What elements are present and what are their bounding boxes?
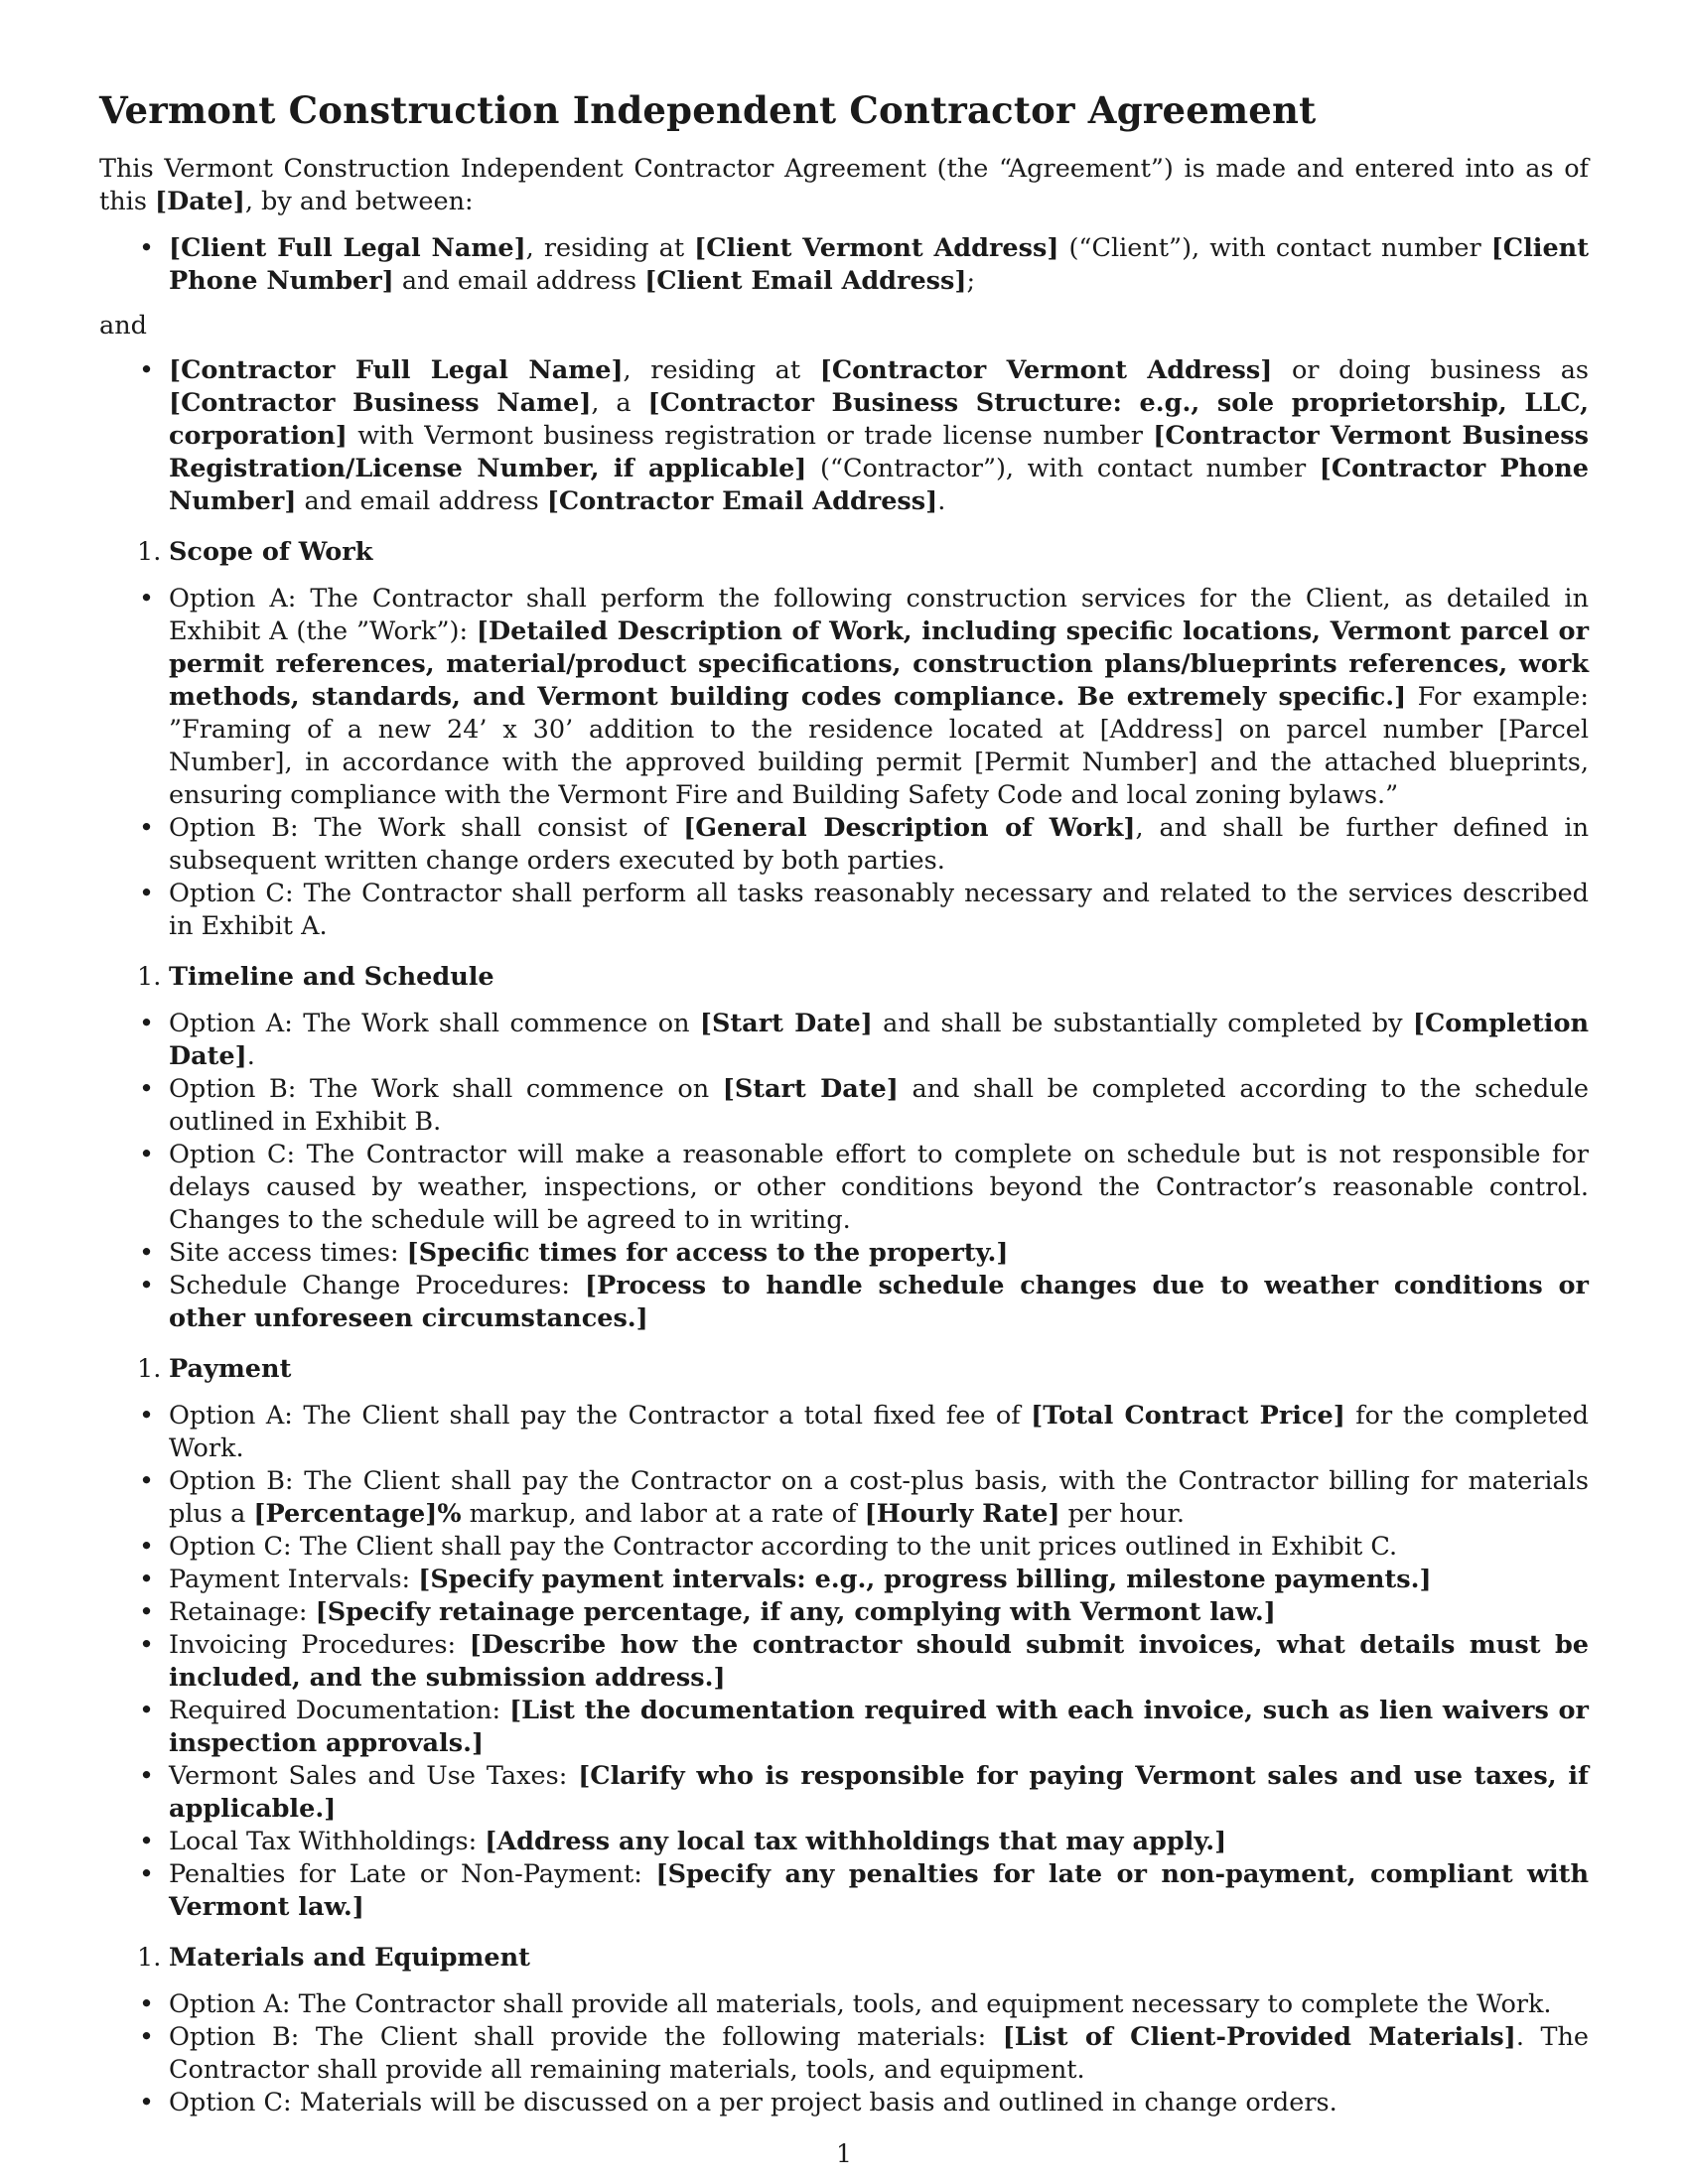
client-text-4: ; bbox=[966, 266, 976, 296]
section-number: 1. bbox=[137, 1943, 162, 1973]
option-text: for the completed Work. bbox=[169, 1401, 1589, 1463]
list-item bbox=[99, 1073, 1589, 1139]
intro-paragraph bbox=[99, 153, 1589, 218]
section-title: Payment bbox=[169, 1354, 292, 1384]
scope-options-list bbox=[99, 583, 1589, 943]
list-item bbox=[99, 1270, 1589, 1335]
contractor-email-field: [Contractor Email Address] bbox=[546, 486, 938, 516]
contractor-text-1: , residing at bbox=[623, 355, 820, 385]
payment-options-list bbox=[99, 1400, 1589, 1924]
list-item bbox=[99, 812, 1589, 878]
option-text: Option A: The Work shall commence on bbox=[169, 1009, 700, 1038]
option-text: per hour. bbox=[1059, 1499, 1186, 1529]
placeholder-field: [List of Client-Provided Materials] bbox=[1002, 2022, 1516, 2052]
client-email-field: [Client Email Address] bbox=[644, 266, 967, 296]
contractor-structure-field: [Contractor Business Structure: e.g., sole proprietorship, LLC, corporation] bbox=[169, 388, 1589, 451]
option-text: . bbox=[246, 1041, 255, 1071]
intro-tail: , by and between: bbox=[244, 187, 474, 216]
placeholder-field: [Start Date] bbox=[722, 1074, 899, 1104]
contractor-text-2: or doing business as bbox=[1272, 355, 1589, 385]
option-text: Invoicing Procedures: bbox=[169, 1630, 470, 1660]
option-text: Option A: The Contractor shall perform the following construction services for the Client, as detailed in Exhibit A (the ”Work”): bbox=[169, 584, 1589, 646]
placeholder-field: [Specific times for access to the property.] bbox=[406, 1238, 1009, 1268]
client-name-field: [Client Full Legal Name] bbox=[169, 233, 526, 263]
section-number: 1. bbox=[137, 962, 162, 992]
placeholder-field: [Clarify who is responsible for paying Vermont sales and use taxes, if applicable.] bbox=[169, 1761, 1590, 1824]
option-text: and shall be substantially completed by bbox=[872, 1009, 1413, 1038]
placeholder-field: [Describe how the contractor should submit invoices, what details must be included, and the submission address.] bbox=[169, 1630, 1589, 1693]
list-item bbox=[99, 1400, 1589, 1465]
contractor-business-name-field: [Contractor Business Name] bbox=[169, 388, 592, 418]
contractor-text-5: (“Contractor”), with contact number bbox=[806, 454, 1320, 483]
document-title: Vermont Construction Independent Contractor Agreement bbox=[99, 88, 1317, 132]
contractor-party-list bbox=[99, 354, 1589, 518]
contractor-party-item bbox=[99, 354, 1589, 518]
option-text: Vermont Sales and Use Taxes: bbox=[169, 1761, 579, 1791]
option-text: Local Tax Withholdings: bbox=[169, 1827, 486, 1856]
placeholder-field: [Address any local tax withholdings that may apply.] bbox=[485, 1827, 1227, 1856]
section-title: Materials and Equipment bbox=[169, 1943, 530, 1973]
placeholder-field: [Percentage]% bbox=[253, 1499, 462, 1529]
section-heading-materials bbox=[99, 1942, 1589, 1975]
placeholder-field: [Detailed Description of Work, including specific locations, Vermont parcel or permit references, material/product specifications, construction plans/blueprints references, work methods, standards, and Vermont building codes compliance. Be extremely specific.] bbox=[169, 616, 1589, 712]
option-text: Option B: The Work shall commence on bbox=[169, 1074, 723, 1104]
option-text: Option B: The Client shall pay the Contractor on a cost-plus basis, with the Contractor billing for materials plus a bbox=[169, 1466, 1589, 1529]
placeholder-field: [Process to handle schedule changes due to weather conditions or other unforeseen circumstances.] bbox=[169, 1271, 1589, 1333]
contractor-text-6: and email address bbox=[296, 486, 547, 516]
date-field: [Date] bbox=[155, 187, 245, 216]
client-text-3: and email address bbox=[393, 266, 645, 296]
list-item bbox=[99, 1237, 1589, 1270]
option-text: Penalties for Late or Non-Payment: bbox=[169, 1859, 656, 1889]
list-item bbox=[99, 1826, 1589, 1858]
contractor-text-3: , a bbox=[591, 388, 648, 418]
list-item bbox=[99, 1858, 1589, 1924]
list-item bbox=[99, 1596, 1589, 1629]
list-item bbox=[99, 1564, 1589, 1596]
materials-options-list bbox=[99, 1988, 1589, 2119]
contractor-license-field: [Contractor Vermont Business Registration/License Number, if applicable] bbox=[169, 421, 1589, 483]
list-item: • Option C: The Contractor will make a reasonable effort to complete on schedule but is not responsible for delays caused by weather, inspections, or other conditions beyond the Contractor’s reasonable control. Changes to the schedule will be agreed to in writing. bbox=[99, 1139, 1589, 1237]
option-text: Required Documentation: bbox=[169, 1696, 510, 1725]
option-text: For example: ”Framing of a new 24’ x 30’ addition to the residence located at [Address] on parcel number [Parcel Number], in accordance with the approved building permit [Permit Number] and the attached blueprints, ensuring compliance with the Vermont Fire and Building Safety Code and local zoning bylaws.” bbox=[169, 682, 1589, 810]
client-text-1: , residing at bbox=[525, 233, 695, 263]
page-number: 1 bbox=[836, 2139, 852, 2168]
placeholder-field: [Hourly Rate] bbox=[864, 1499, 1060, 1529]
section-heading-timeline bbox=[99, 961, 1589, 994]
option-text: Retainage: bbox=[169, 1597, 316, 1627]
placeholder-field: [List the documentation required with each invoice, such as lien waivers or inspection approvals.] bbox=[169, 1696, 1589, 1758]
placeholder-field: [Specify retainage percentage, if any, complying with Vermont law.] bbox=[315, 1597, 1276, 1627]
option-text: and shall be completed according to the schedule outlined in Exhibit B. bbox=[169, 1074, 1589, 1137]
list-item: • Option C: The Contractor shall perform all tasks reasonably necessary and related to the services described in Exhibit A. bbox=[99, 878, 1589, 943]
list-item: • Option A: The Contractor shall provide all materials, tools, and equipment necessary to complete the Work. bbox=[99, 1988, 1589, 2021]
option-text: Option B: The Client shall provide the following materials: bbox=[169, 2022, 1003, 2052]
client-party-item bbox=[99, 232, 1589, 298]
list-item bbox=[99, 2021, 1589, 2087]
list-item bbox=[99, 1695, 1589, 1760]
option-text: Option A: The Client shall pay the Contractor a total fixed fee of bbox=[169, 1401, 1032, 1431]
contractor-text-4: with Vermont business registration or trade license number bbox=[347, 421, 1154, 451]
section-number: 1. bbox=[137, 1354, 162, 1384]
list-item bbox=[99, 1760, 1589, 1826]
section-heading-payment bbox=[99, 1353, 1589, 1386]
option-text: Option B: The Work shall consist of bbox=[169, 813, 684, 843]
and-connector: and bbox=[99, 311, 147, 341]
section-number: 1. bbox=[137, 537, 162, 567]
placeholder-field: [Specify any penalties for late or non-payment, compliant with Vermont law.] bbox=[169, 1859, 1589, 1922]
contractor-phone-field: [Contractor Phone Number] bbox=[169, 454, 1589, 516]
list-item: • Option C: The Client shall pay the Contractor according to the unit prices outlined in Exhibit C. bbox=[99, 1531, 1589, 1564]
client-address-field: [Client Vermont Address] bbox=[694, 233, 1059, 263]
intro-text: This Vermont Construction Independent Contractor Agreement (the “Agreement”) is made and entered into as of this bbox=[99, 154, 1589, 216]
placeholder-field: [Completion Date] bbox=[169, 1009, 1589, 1071]
client-party-list bbox=[99, 232, 1589, 298]
section-title: Timeline and Schedule bbox=[169, 962, 494, 992]
option-text: Payment Intervals: bbox=[169, 1565, 419, 1594]
option-text: Schedule Change Procedures: bbox=[169, 1271, 585, 1300]
client-phone-field: [Client Phone Number] bbox=[169, 233, 1589, 296]
option-text: markup, and labor at a rate of bbox=[461, 1499, 865, 1529]
list-item: • Option C: Materials will be discussed on a per project basis and outlined in change orders. bbox=[99, 2087, 1589, 2119]
contractor-name-field: [Contractor Full Legal Name] bbox=[169, 355, 624, 385]
section-title: Scope of Work bbox=[169, 537, 373, 567]
client-text-2: (“Client”), with contact number bbox=[1058, 233, 1491, 263]
contractor-address-field: [Contractor Vermont Address] bbox=[819, 355, 1273, 385]
option-text: . The Contractor shall provide all remaining materials, tools, and equipment. bbox=[169, 2022, 1589, 2085]
list-item bbox=[99, 583, 1589, 812]
list-item bbox=[99, 1465, 1589, 1531]
list-item bbox=[99, 1629, 1589, 1695]
option-text: Site access times: bbox=[169, 1238, 407, 1268]
section-heading-scope bbox=[99, 536, 1589, 569]
placeholder-field: [Specify payment intervals: e.g., progress billing, milestone payments.] bbox=[418, 1565, 1432, 1594]
list-item bbox=[99, 1008, 1589, 1073]
contractor-text-7: . bbox=[937, 486, 946, 516]
placeholder-field: [General Description of Work] bbox=[683, 813, 1136, 843]
timeline-options-list bbox=[99, 1008, 1589, 1335]
placeholder-field: [Total Contract Price] bbox=[1031, 1401, 1345, 1431]
option-text: , and shall be further defined in subsequent written change orders executed by both parties. bbox=[169, 813, 1590, 876]
placeholder-field: [Start Date] bbox=[699, 1009, 873, 1038]
